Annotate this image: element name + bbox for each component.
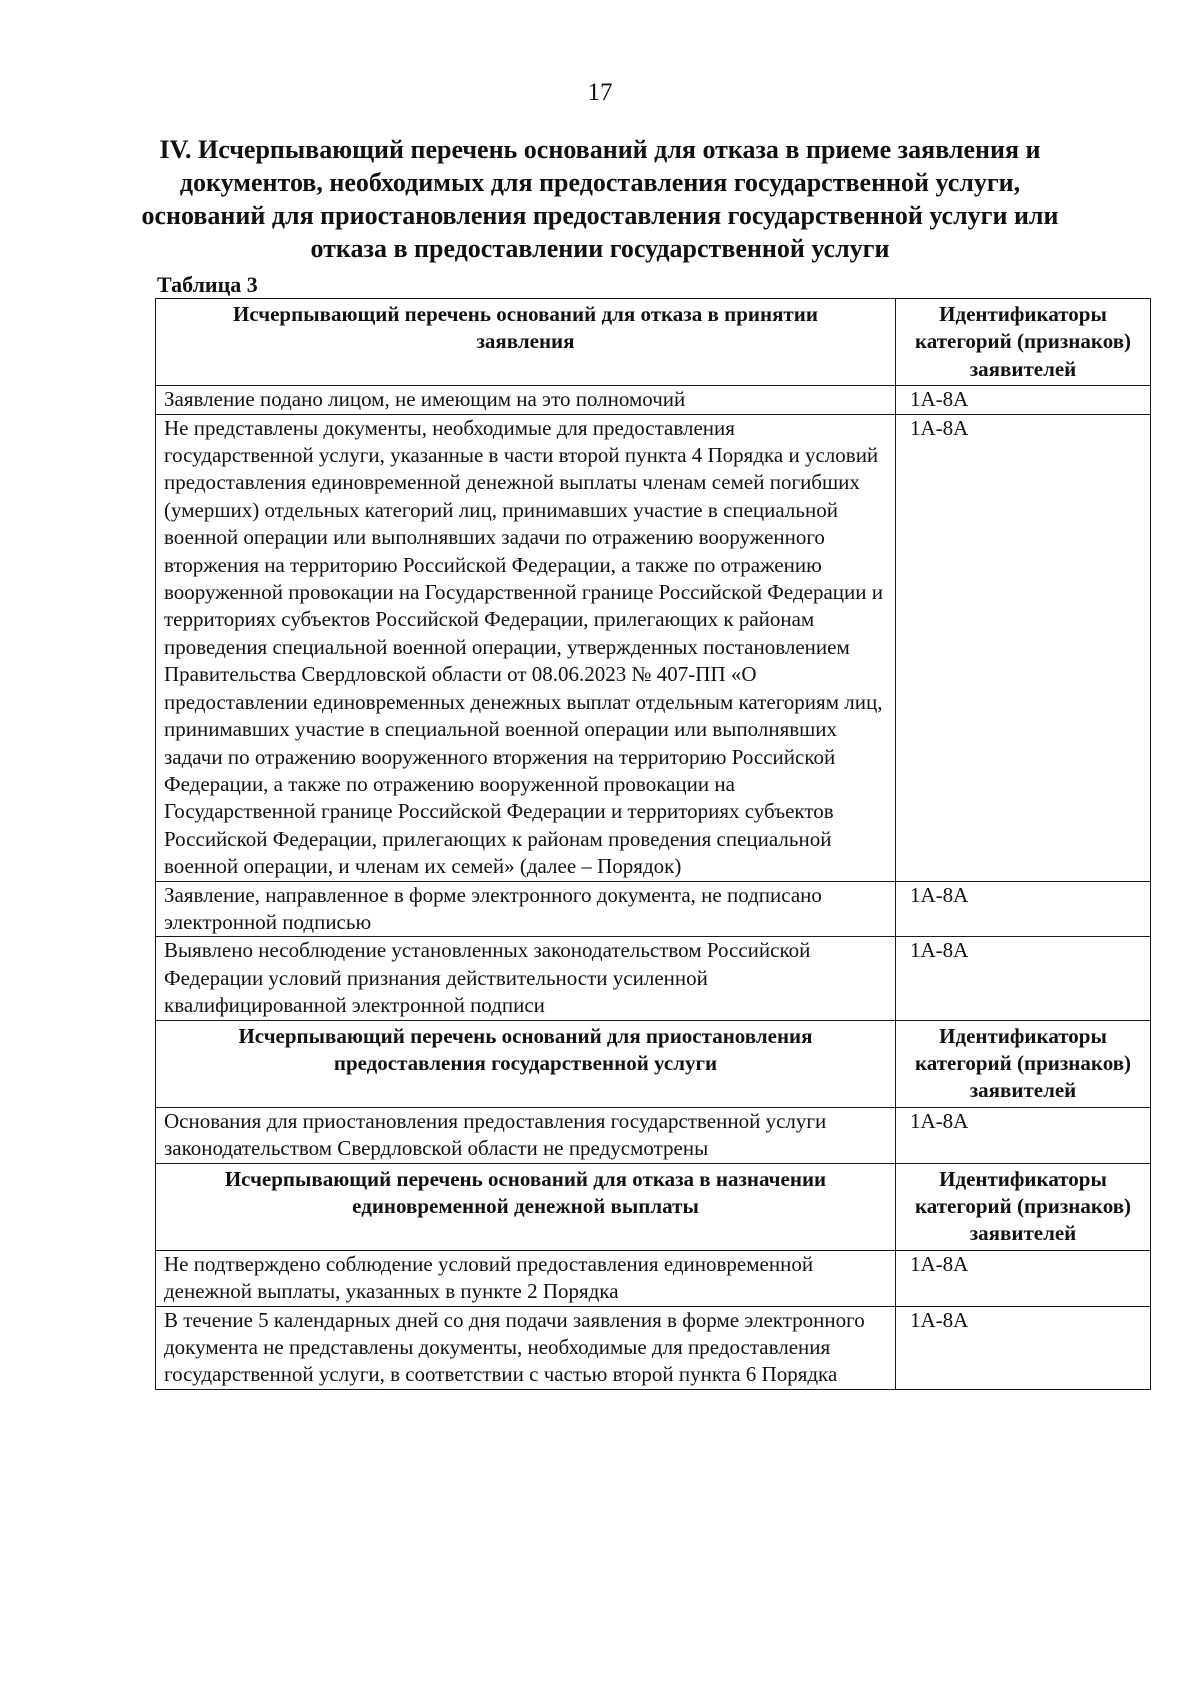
ground-text: В течение 5 календарных дней со дня подачи заявления в форме электронного документа не представлены документы, необходимые для предоставления государственной услуги, в соответствии с частью второй пункта 6 Порядка <box>156 1306 896 1389</box>
category-identifier: 1А-8А <box>896 386 1151 414</box>
category-identifier: 1А-8А <box>896 937 1151 1020</box>
table-row <box>156 1250 1151 1306</box>
category-identifier: 1А-8А <box>896 1306 1151 1389</box>
table-header-row <box>156 299 1151 386</box>
header-refusal-acceptance: Исчерпывающий перечень оснований для отказа в принятии заявления <box>156 299 896 386</box>
table-header-row <box>156 1163 1151 1250</box>
header-suspension: Исчерпывающий перечень оснований для приостановления предоставления государственной услуги <box>156 1020 896 1107</box>
header-refusal-payment: Исчерпывающий перечень оснований для отказа в назначении единовременной денежной выплаты <box>156 1163 896 1250</box>
category-identifier: 1А-8А <box>896 414 1151 881</box>
ground-text: Заявление, направленное в форме электронного документа, не подписано электронной подписью <box>156 881 896 937</box>
grounds-table <box>155 298 1151 1390</box>
table-header-row <box>156 1020 1151 1107</box>
ground-text: Заявление подано лицом, не имеющим на это полномочий <box>156 386 896 414</box>
header-identifiers: Идентификаторы категорий (признаков) заявителей <box>896 299 1151 386</box>
table-row <box>156 937 1151 1020</box>
ground-text: Основания для приостановления предоставления государственной услуги законодательством Свердловской области не предусмотрены <box>156 1107 896 1163</box>
category-identifier: 1А-8А <box>896 881 1151 937</box>
table-row <box>156 1107 1151 1163</box>
table-caption: Таблица 3 <box>157 272 258 297</box>
category-identifier: 1А-8А <box>896 1250 1151 1306</box>
section-title: IV. Исчерпывающий перечень оснований для отказа в приеме заявления и документов, необходимых для предоставления государственной услуги, оснований для приостановления предоставления государственной услуги или отказа в предоставлении государственной услуги <box>141 135 1059 263</box>
page-number: 17 <box>587 79 613 106</box>
header-identifiers: Идентификаторы категорий (признаков) заявителей <box>896 1163 1151 1250</box>
ground-text: Не подтверждено соблюдение условий предоставления единовременной денежной выплаты, указанных в пункте 2 Порядка <box>156 1250 896 1306</box>
table-row <box>156 386 1151 414</box>
category-identifier: 1А-8А <box>896 1107 1151 1163</box>
header-identifiers: Идентификаторы категорий (признаков) заявителей <box>896 1020 1151 1107</box>
table-row <box>156 881 1151 937</box>
ground-text: Выявлено несоблюдение установленных законодательством Российской Федерации условий признания действительности усиленной квалифицированной электронной подписи <box>156 937 896 1020</box>
table-row <box>156 1306 1151 1389</box>
ground-text: Не представлены документы, необходимые для предоставления государственной услуги, указанные в части второй пункта 4 Порядка и условий предоставления единовременной денежной выплаты членам семей погибших (умерших) отдельных категорий лиц, принимавших участие в специальной военной операции или выполнявших задачи по отражению вооруженного вторжения на территорию Российской Федерации, а также по отражению вооруженной провокации на Государственной границе Российской Федерации и территориях субъектов Российской Федерации, прилегающих к районам проведения специальной военной операции, утвержденных постановлением Правительства Свердловской области от 08.06.2023 № 407-ПП «О предоставлении единовременных денежных выплат отдельным категориям лиц, принимавших участие в специальной военной операции или выполнявших задачи по отражению вооруженного вторжения на территорию Российской Федерации, а также по отражению вооруженной провокации на Государственной границе Российской Федерации и территориях субъектов Российской Федерации, прилегающих к районам проведения специальной военной операции, и членам их семей» (далее – Порядок) <box>156 414 896 881</box>
table-row <box>156 414 1151 881</box>
